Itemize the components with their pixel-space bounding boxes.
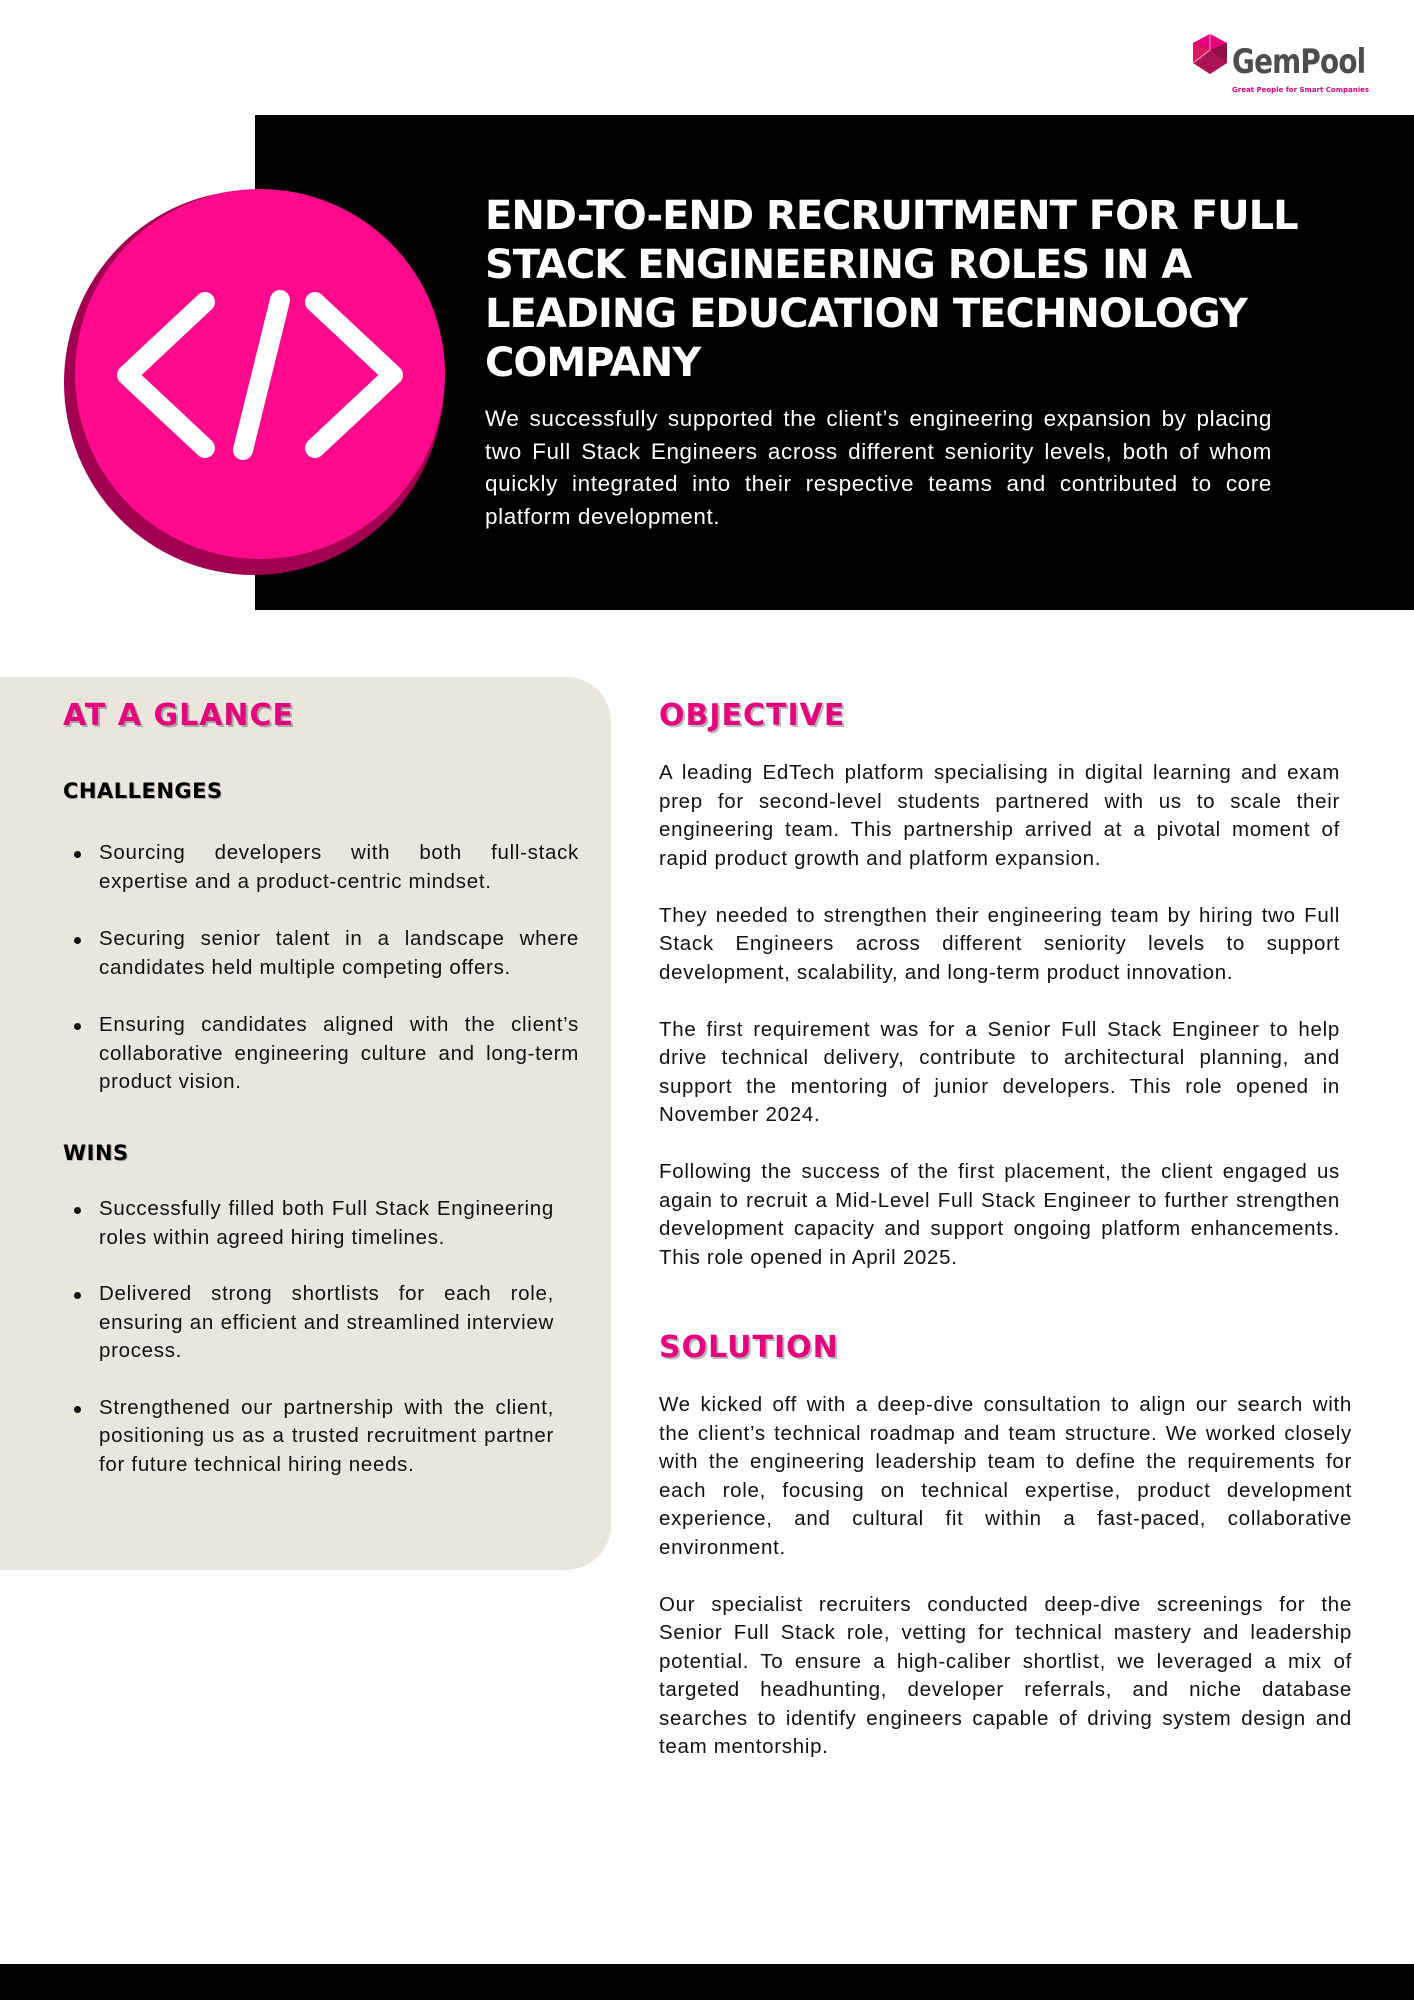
solution-paragraph: Our specialist recruiters conducted deep-dive screenings for the Senior Full Stack role, vetting for technical mastery and leadership potential. To ensure a high-caliber shortlist, we leveraged a mix of targeted headhunting, developer referrals, and niche database searches to identify engineers capable of driving system design and team mentorship. [659, 1592, 1352, 1758]
challenge-item: Securing senior talent in a landscape where candidates held multiple competing offers. [63, 925, 579, 982]
win-item: Delivered strong shortlists for each role, ensuring an efficient and streamlined interview process. [63, 1280, 554, 1366]
objective-body [659, 759, 1340, 1301]
at-a-glance-heading: AT A GLANCE [63, 698, 295, 733]
code-icon [110, 290, 410, 460]
wins-list [63, 1195, 554, 1507]
brand-name: GemPool [1232, 42, 1366, 82]
win-item: Strengthened our partnership with the client, positioning us as a trusted recruitment partner for future technical hiring needs. [63, 1394, 554, 1480]
solution-paragraph: We kicked off with a deep-dive consultation to align our search with the client’s technical roadmap and team structure. We worked closely with the engineering leadership team to define the requirements for each role, focusing on technical expertise, product development experience, and cultural fit within a fast-paced, collaborative environment. [659, 1393, 1352, 1559]
challenges-heading: CHALLENGES [63, 779, 223, 803]
solution-heading: SOLUTION [659, 1330, 839, 1365]
objective-paragraph: Following the success of the first placement, the client engaged us again to recruit a Mid-Level Full Stack Engineer to further strengthen development capacity and support ongoing platform enhancements. This role opened in April 2025. [659, 1160, 1340, 1269]
challenge-item: Ensuring candidates aligned with the client’s collaborative engineering culture and long-term product vision. [63, 1011, 579, 1097]
page-title: END-TO-END RECRUITMENT FOR FULL STACK ENGINEERING ROLES IN A LEADING EDUCATION TECHNOLOGY COMPANY [485, 193, 1298, 386]
challenge-item: Sourcing developers with both full-stack expertise and a product-centric mindset. [63, 839, 579, 896]
objective-paragraph: They needed to strengthen their engineering team by hiring two Full Stack Engineers across different seniority levels to support development, scalability, and long-term product innovation. [659, 903, 1340, 984]
objective-paragraph: A leading EdTech platform specialising in digital learning and exam prep for second-level students partnered with us to scale their engineering team. This partnership arrived at a pivotal moment of rapid product growth and platform expansion. [659, 761, 1340, 870]
challenges-list [63, 839, 579, 1126]
objective-paragraph: The first requirement was for a Senior Full Stack Engineer to help drive technical delivery, contribute to architectural planning, and support the mentoring of junior developers. This role opened in November 2024. [659, 1017, 1340, 1126]
wins-heading: WINS [63, 1141, 129, 1165]
win-item: Successfully filled both Full Stack Engineering roles within agreed hiring timelines. [63, 1195, 554, 1252]
objective-heading: OBJECTIVE [659, 698, 846, 733]
hero-summary: We successfully supported the client’s engineering expansion by placing two Full Stack Engineers across different seniority levels, both of whom quickly integrated into their respective teams and contributed to core platform development. [485, 406, 1272, 529]
brand-tagline: Great People for Smart Companies [1232, 86, 1370, 94]
gempool-logo [1190, 32, 1370, 102]
gem-icon [1190, 32, 1230, 76]
solution-body [659, 1391, 1352, 1790]
footer-bar [0, 1964, 1414, 2000]
